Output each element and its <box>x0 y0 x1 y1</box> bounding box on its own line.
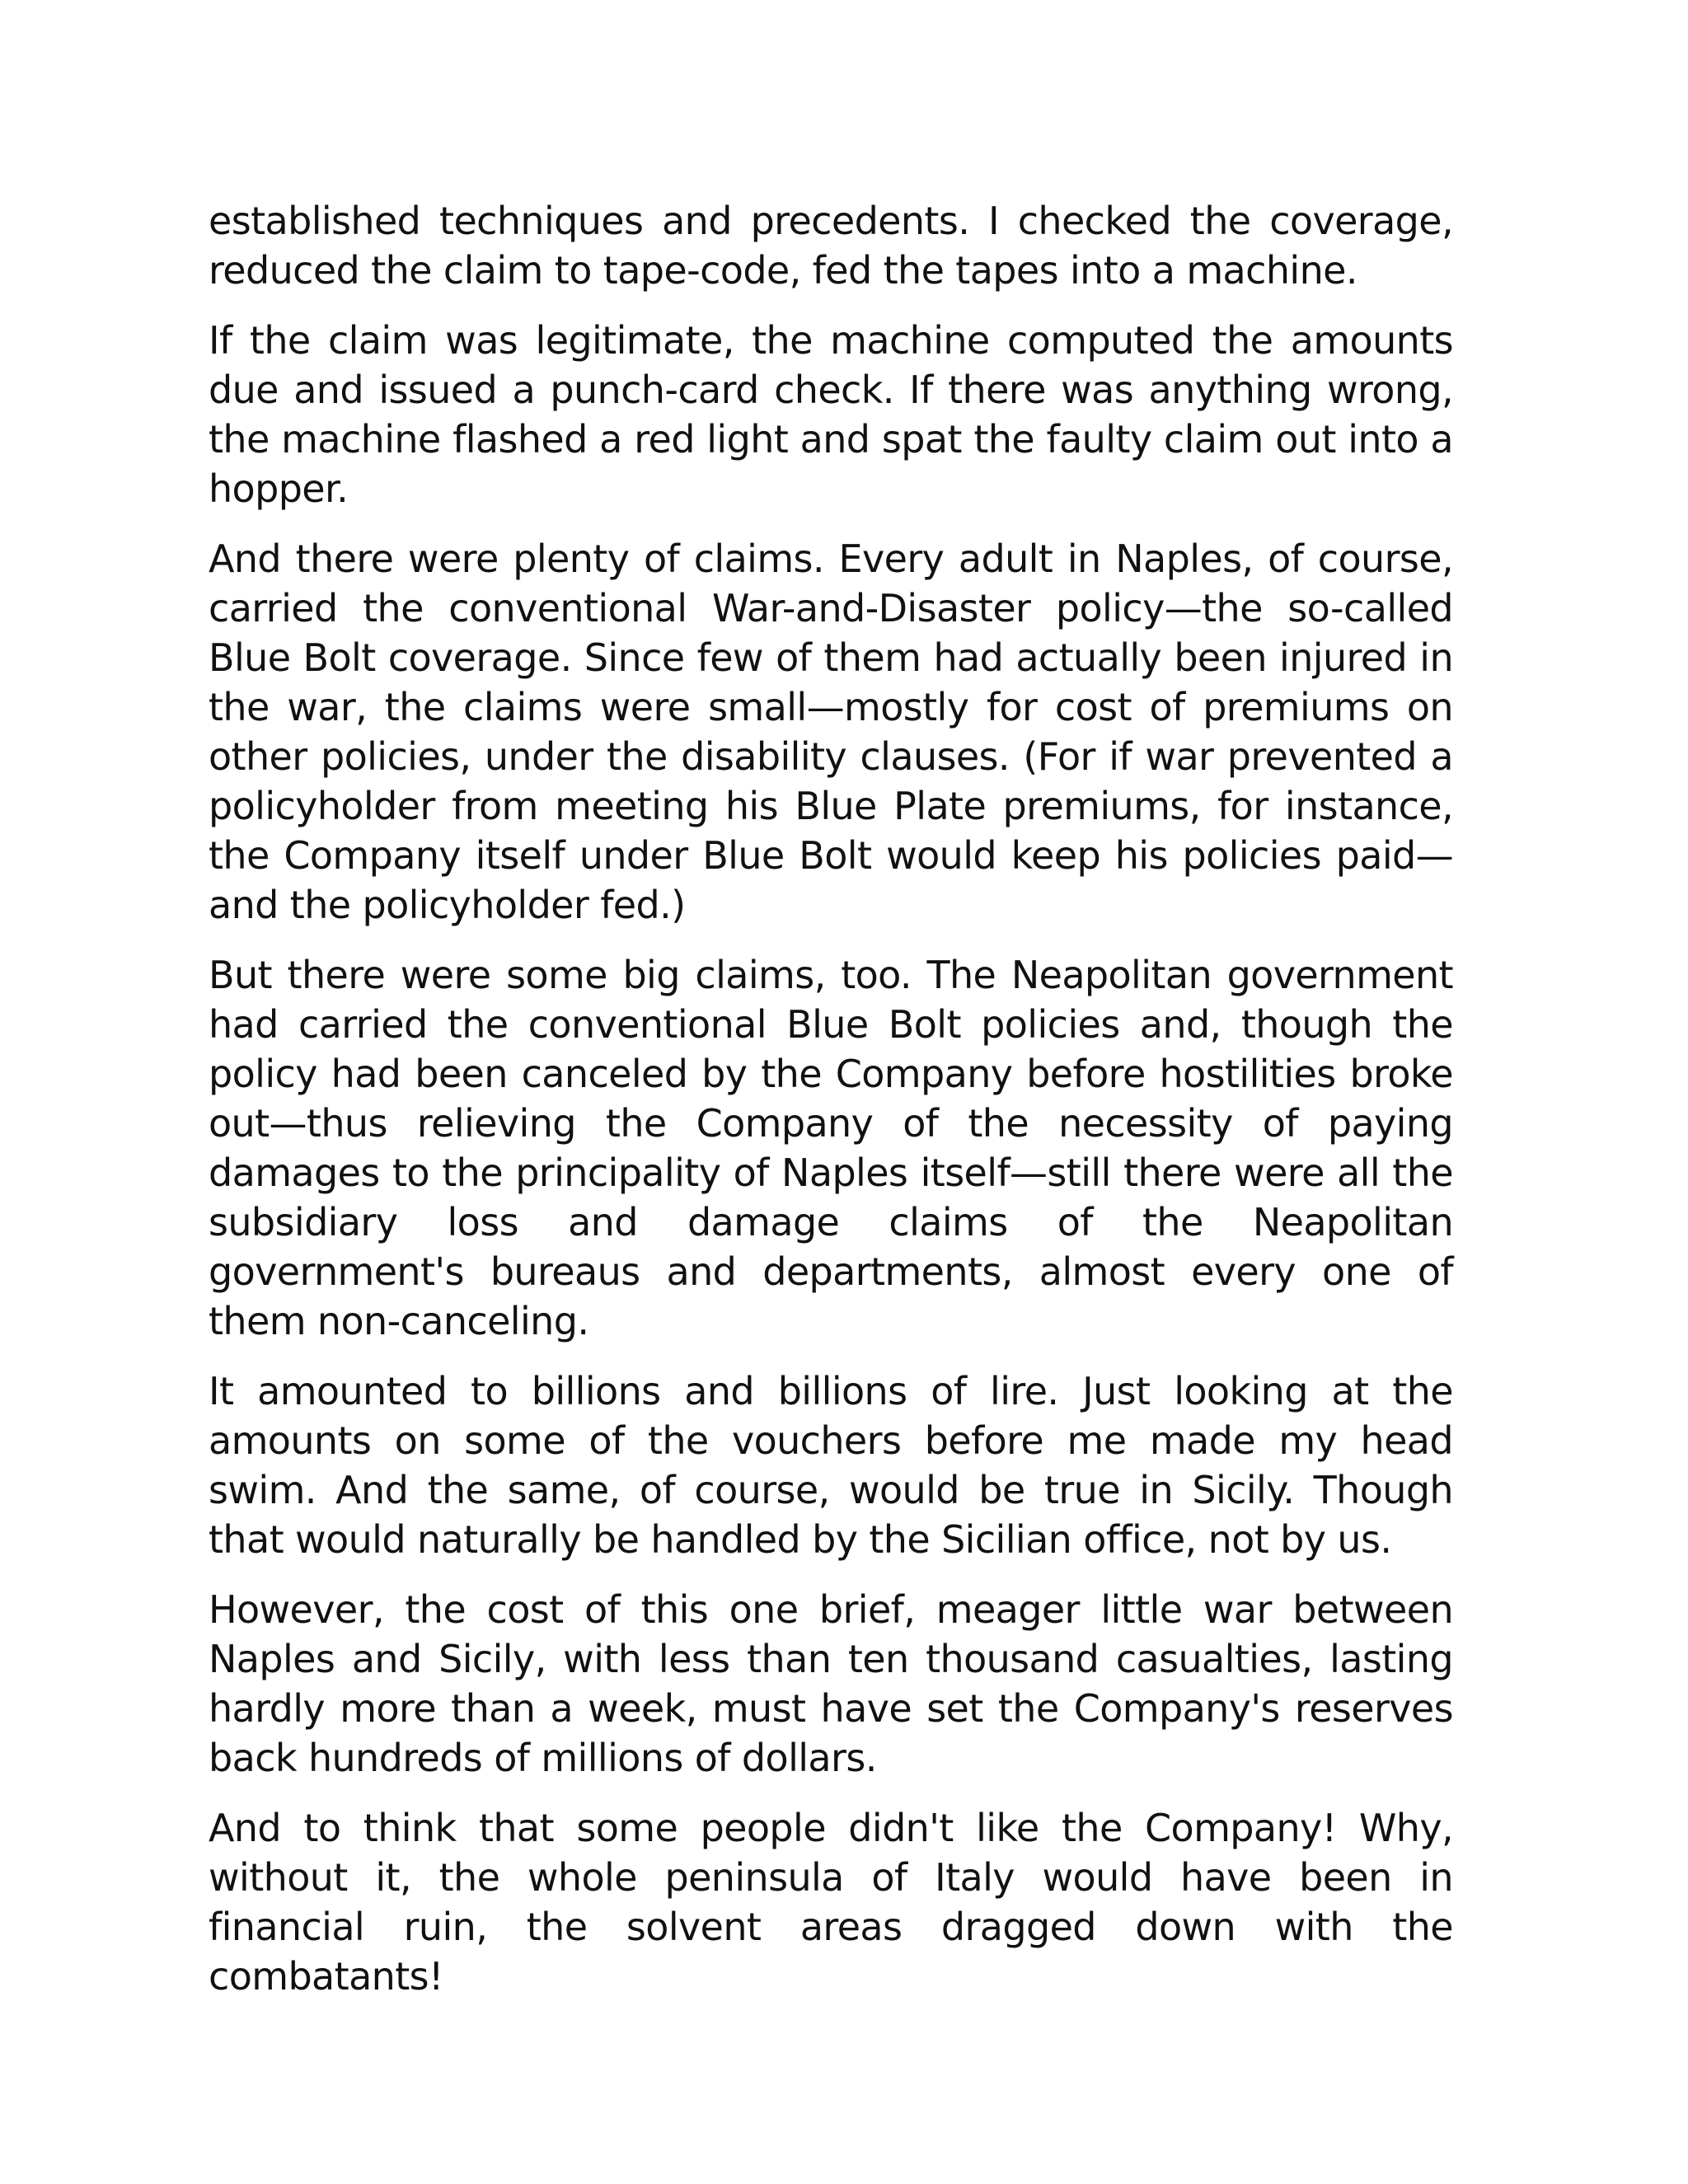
document-page <box>209 196 1453 2022</box>
paragraph-2: If the claim was legitimate, the machine computed the amounts due and issued a punch-card check. If there was anything wrong, the machine flashed a red light and spat the faulty claim out into a hopper. <box>209 318 1453 511</box>
paragraph-6: However, the cost of this one brief, meager little war between Naples and Sicily, with less than ten thousand casualties, lasting hardly more than a week, must have set the Company's reserves back hundreds of millions of dollars. <box>209 1587 1453 1780</box>
paragraph-3: And there were plenty of claims. Every adult in Naples, of course, carried the conventional War-and-Disaster policy—the so-called Blue Bolt coverage. Since few of them had actually been injured in the war, the claims were small—mostly for cost of premiums on other policies, under the disability clauses. (For if war prevented a policyholder from meeting his Blue Plate premiums, for instance, the Company itself under Blue Bolt would keep his policies paid—and the policyholder fed.) <box>209 537 1453 927</box>
paragraph-1: established techniques and precedents. I checked the coverage, reduced the claim to tape-code, fed the tapes into a machine. <box>209 199 1453 293</box>
paragraph-4: But there were some big claims, too. The Neapolitan government had carried the conventional Blue Bolt policies and, though the policy had been canceled by the Company before hostilities broke out—thus relieving the Company of the necessity of paying damages to the principality of Naples itself—still there were all the subsidiary loss and damage claims of the Neapolitan government's bureaus and departments, almost every one of them non-canceling. <box>209 953 1453 1343</box>
paragraph-7: And to think that some people didn't like the Company! Why, without it, the whole peninsula of Italy would have been in financial ruin, the solvent areas dragged down with the combatants! <box>209 1806 1453 1999</box>
paragraph-5: It amounted to billions and billions of lire. Just looking at the amounts on some of the vouchers before me made my head swim. And the same, of course, would be true in Sicily. Though that would naturally be handled by the Sicilian office, not by us. <box>209 1369 1453 1562</box>
